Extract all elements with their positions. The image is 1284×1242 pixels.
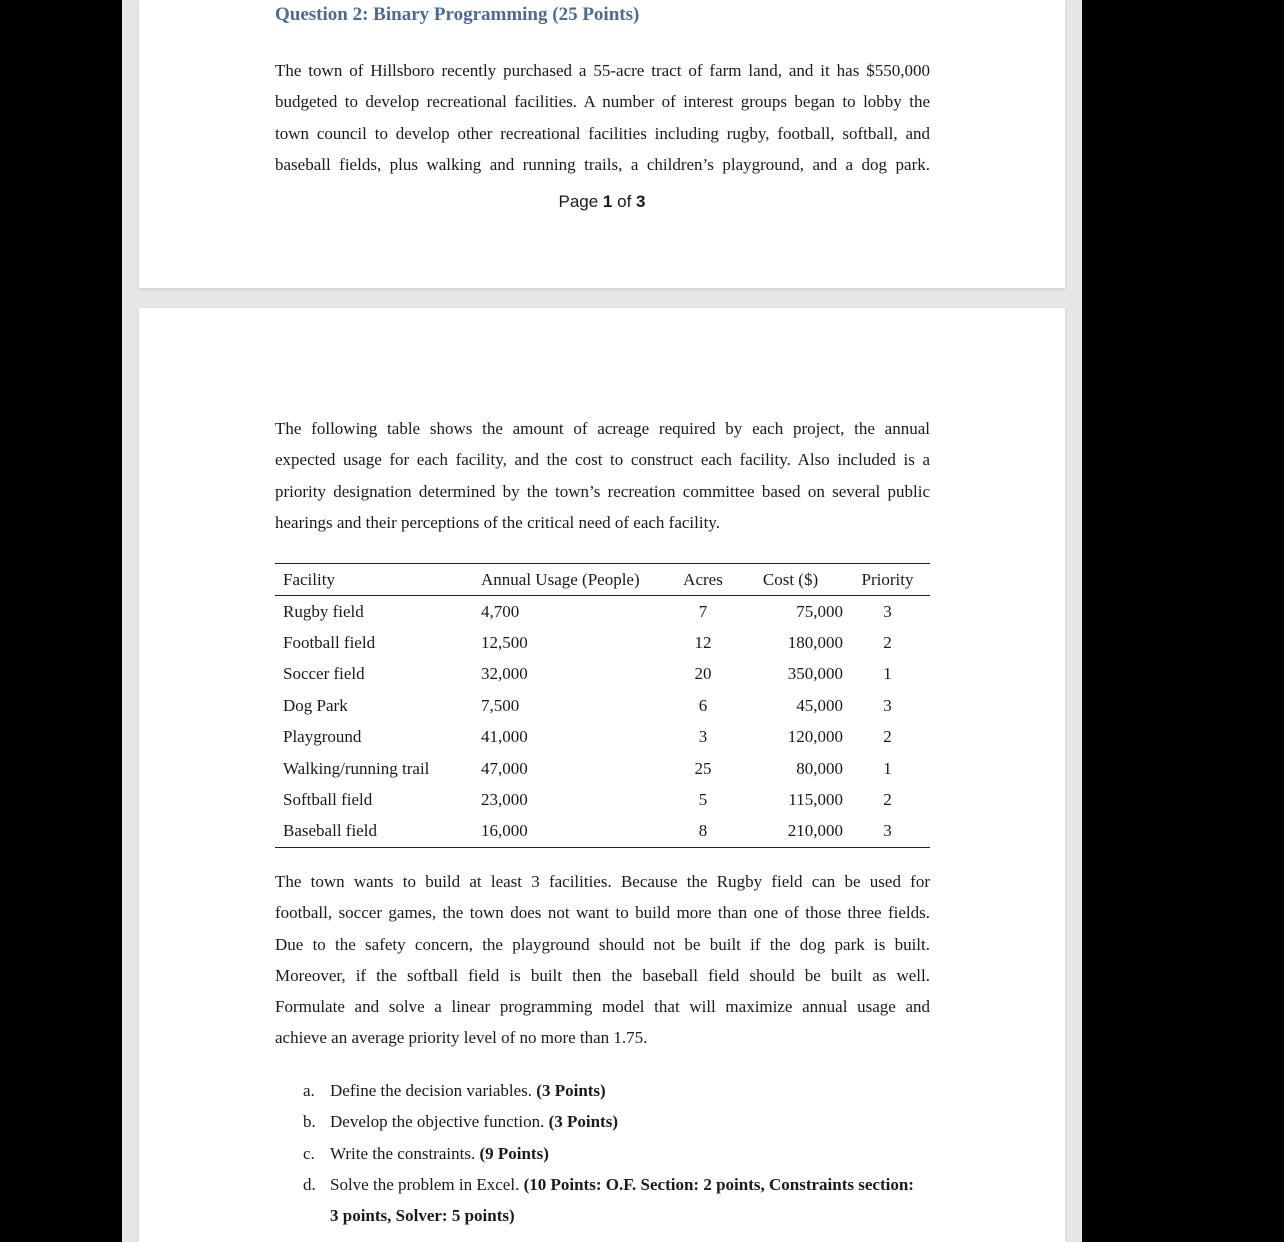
cell-usage: 7,500 [481, 695, 520, 715]
cell-facility: Rugby field [283, 601, 364, 621]
question-points: (3 Points) [536, 1081, 606, 1100]
table-row [275, 690, 930, 721]
question-points: (9 Points) [479, 1143, 549, 1163]
cell-priority: 1 [883, 664, 892, 684]
cell-facility: Soccer field [283, 664, 365, 684]
question-letter: c. [303, 1143, 315, 1163]
cell-usage: 47,000 [481, 758, 528, 778]
cell-usage: 23,000 [481, 790, 528, 810]
constraints-line: Due to the safety concern, the playground should not be built if the dog park is built. [275, 934, 930, 954]
intro-line: town council to develop other recreational facilities including rugby, football, softball, and [275, 123, 930, 143]
intro-line: baseball fields, plus walking and running trails, a children’s playground, and a dog park. [275, 154, 930, 174]
table-row [275, 753, 930, 784]
cell-cost: 120,000 [787, 727, 843, 747]
intro-line: The town of Hillsboro recently purchased a 55-acre tract of farm land, and it has $550,000 [275, 61, 930, 80]
page-number [139, 192, 1065, 212]
question-letter: b. [303, 1112, 316, 1132]
question-points: (10 Points: O.F. Section: 2 points, Constraints section: 3 points, Solver: 5 points) [330, 1174, 914, 1226]
question-title: Question 2: Binary Programming (25 Points) [275, 4, 640, 25]
table-header-row [275, 564, 930, 596]
question-item-a [303, 1075, 923, 1106]
cell-acres: 7 [698, 601, 708, 621]
question-item-d [303, 1169, 923, 1232]
cell-facility: Softball field [283, 790, 373, 810]
question-letter: a. [303, 1081, 315, 1100]
cell-usage: 16,000 [481, 821, 528, 841]
constraints-line: Formulate and solve a linear programming model that will maximize annual usage and [275, 997, 930, 1017]
cell-acres: 8 [698, 821, 708, 841]
cell-acres: 12 [694, 633, 712, 653]
question-text: Write the constraints. [330, 1143, 476, 1163]
question-text: Develop the objective function. [330, 1112, 545, 1132]
cell-cost: 350,000 [787, 664, 843, 684]
cell-cost: 80,000 [796, 758, 843, 778]
header-annual-usage: Annual Usage (People) [481, 569, 640, 589]
cell-cost: 75,000 [796, 601, 843, 621]
question-text: Define the decision variables. [330, 1081, 533, 1100]
question-item-c [303, 1138, 923, 1169]
cell-usage: 12,500 [481, 633, 528, 653]
cell-acres: 5 [698, 790, 708, 810]
page-of: of [617, 192, 632, 211]
question-item-b [303, 1106, 923, 1137]
table-intro-line: The following table shows the amount of acreage required by each project, the annual [275, 419, 930, 438]
constraints-paragraph [275, 866, 930, 1054]
cell-priority: 3 [883, 695, 892, 715]
intro-paragraph [275, 55, 930, 180]
page-label: Page [558, 192, 599, 211]
constraints-line: football, soccer games, the town does not want to build more than one of those three fields. [275, 903, 930, 923]
question-list [303, 1075, 923, 1231]
cell-usage: 41,000 [481, 727, 528, 747]
cell-facility: Walking/running trail [283, 758, 430, 778]
table-row [275, 816, 930, 848]
cell-facility: Football field [283, 633, 376, 653]
cell-usage: 4,700 [481, 601, 520, 621]
header-cost: Cost ($) [762, 569, 819, 589]
page-2 [139, 308, 1065, 1242]
table-row [275, 596, 930, 628]
cell-cost: 115,000 [788, 790, 843, 810]
cell-acres: 20 [694, 664, 712, 684]
document-viewer[interactable] [122, 0, 1082, 1242]
cell-facility: Playground [283, 727, 362, 747]
cell-acres: 25 [694, 758, 712, 778]
cell-priority: 2 [883, 633, 892, 653]
page-1 [139, 0, 1065, 288]
question-letter: d. [303, 1174, 316, 1194]
table-intro-line: expected usage for each facility, and the cost to construct each facility. Also included is a [275, 450, 930, 470]
header-facility: Facility [283, 569, 335, 589]
cell-priority: 2 [883, 790, 892, 810]
cell-priority: 3 [883, 821, 892, 841]
table-row [275, 722, 930, 753]
header-acres: Acres [683, 569, 723, 589]
constraints-line: The town wants to build at least 3 facilities. Because the Rugby field can be used for [275, 872, 930, 891]
intro-line: budgeted to develop recreational facilities. A number of interest groups began to lobby the [275, 92, 930, 112]
cell-usage: 32,000 [481, 664, 528, 684]
cell-cost: 210,000 [787, 821, 843, 841]
cell-priority: 3 [883, 601, 892, 621]
cell-acres: 6 [698, 695, 708, 715]
constraints-line: Moreover, if the softball field is built then the baseball field should be built as well. [275, 965, 930, 985]
cell-cost: 180,000 [787, 633, 843, 653]
table-intro-paragraph [275, 413, 930, 538]
table-intro-line: hearings and their perceptions of the critical need of each facility. [275, 512, 720, 532]
table-row [275, 659, 930, 690]
table-row [275, 627, 930, 658]
question-points: (3 Points) [548, 1112, 618, 1132]
constraints-line: achieve an average priority level of no more than 1.75. [275, 1028, 648, 1048]
cell-facility: Dog Park [283, 695, 348, 715]
table-intro-line: priority designation determined by the town’s recreation committee based on several public [275, 481, 930, 501]
facility-table [275, 563, 930, 848]
cell-priority: 2 [883, 727, 892, 747]
cell-acres: 3 [698, 727, 708, 747]
cell-facility: Baseball field [283, 821, 377, 841]
header-priority: Priority [861, 569, 914, 589]
question-text: Solve the problem in Excel. [330, 1174, 520, 1194]
cell-cost: 45,000 [796, 695, 843, 715]
page-total: 3 [636, 192, 646, 211]
page-current: 1 [602, 192, 613, 211]
table-row [275, 784, 930, 815]
cell-priority: 1 [883, 758, 892, 778]
